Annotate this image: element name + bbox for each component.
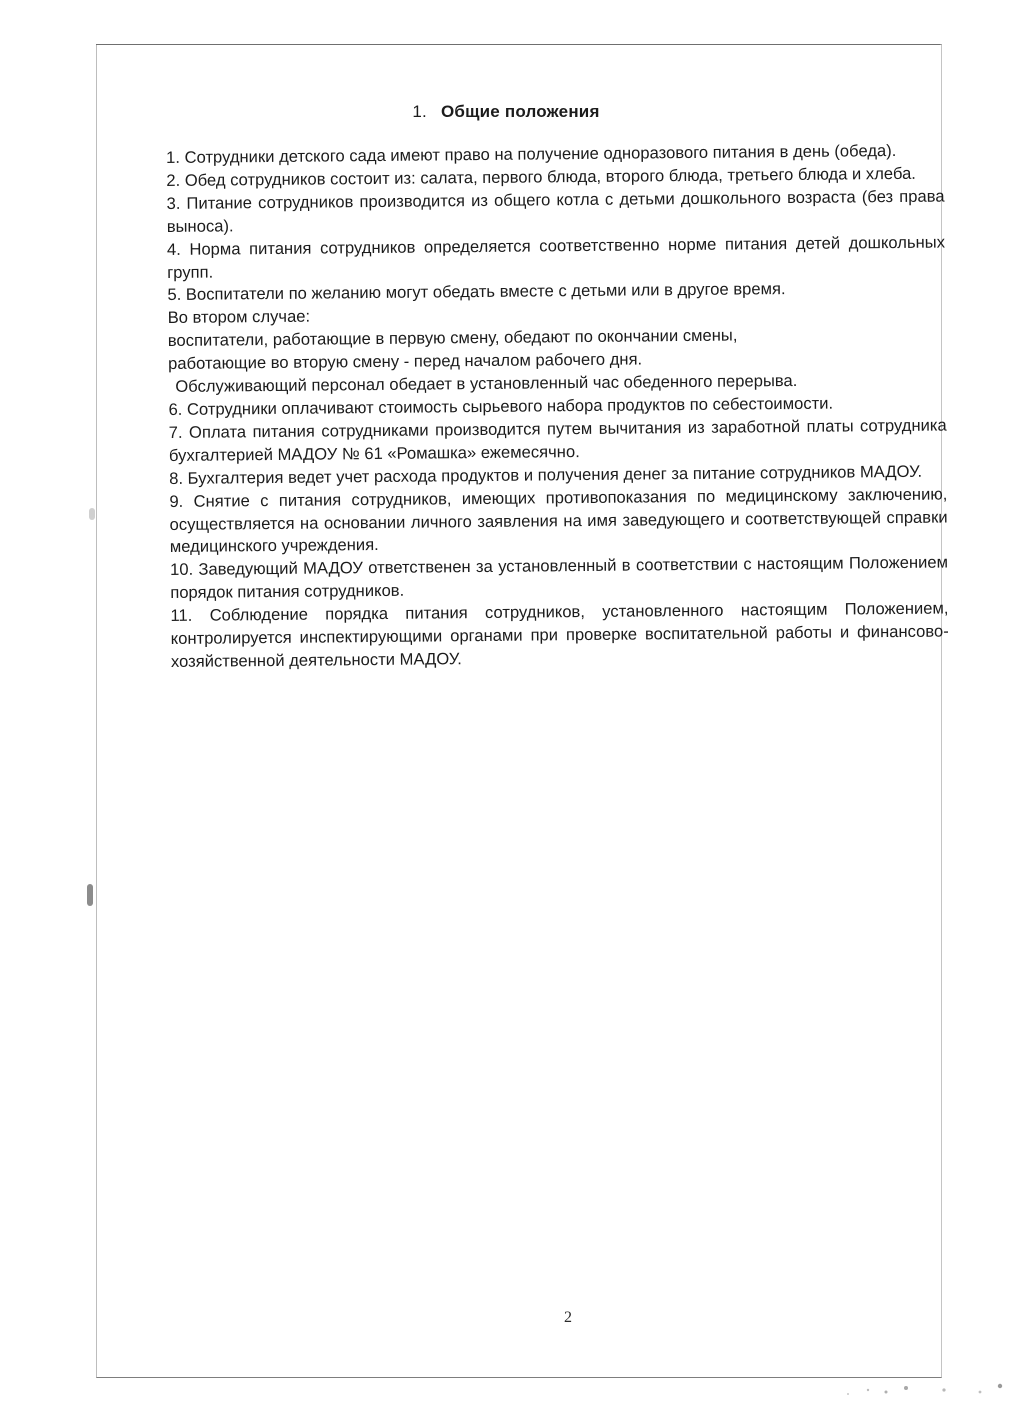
paragraph: 6. Сотрудники оплачивают стоимость сырьевого набора продуктов по себестоимости. [168, 393, 834, 419]
paragraph: 1. Сотрудники детского сада имеют право на получение одноразового питания в день (обеда). [166, 140, 897, 167]
paragraph: Во втором случае: [167, 306, 311, 328]
paragraph: 4. Норма питания сотрудников определяется соответственно норме питания детей дошкольных групп. [166, 232, 946, 282]
section-heading-title: Общие положения [440, 102, 600, 121]
scan-top-edge [96, 44, 940, 45]
document-body [166, 140, 949, 674]
scan-specks [840, 1378, 1012, 1403]
paragraph: Обслуживающий персонал обедает в установленный час обеденного перерыва. [175, 371, 798, 396]
paragraph: 2. Обед сотрудников состоит из: салата, первого блюда, второго блюда, третьего блюда и хлеба. [166, 163, 916, 190]
paragraph: 10. Заведующий МАДОУ ответственен за установленный в соответствии с настоящим Положением порядок питания сотрудников. [169, 552, 949, 603]
section-heading-number: 1. [412, 102, 427, 121]
paragraph: 11. Соблюдение порядка питания сотрудников, установленного настоящим Положением, контролируется инспектирующими органами при проверке воспитательной работы и финансово-хозяйственной деятельности МАДОУ. [170, 598, 949, 671]
paragraph: воспитатели, работающие в первую смену, обедают по окончании смены, [167, 325, 738, 351]
punch-hole-mark [87, 884, 93, 906]
punch-hole-mark [89, 508, 95, 520]
paragraph: работающие во вторую смену - перед началом рабочего дня. [167, 349, 643, 374]
page-number: 2 [564, 1309, 572, 1326]
paragraph: 3. Питание сотрудников производится из общего котла с детьми дошкольного возраста (без права выноса). [166, 186, 945, 236]
section-heading [0, 102, 1012, 122]
paragraph: 8. Бухгалтерия ведет учет расхода продуктов и получения денег за питание сотрудников МАДОУ. [169, 461, 923, 488]
paragraph: 5. Воспитатели по желанию могут обедать вместе с детьми или в другое время. [167, 279, 786, 305]
paragraph: 7. Оплата питания сотрудниками производится путем вычитания из заработной платы сотрудника бухгалтерией МАДОУ № 61 «Ромашка» ежемесячно. [168, 415, 947, 465]
paragraph: 9. Снятие с питания сотрудников, имеющих противопоказания по медицинскому заключению, осуществляется на основании личного заявления на имя заведующего и соответствующей справки медицинского учреждения. [169, 484, 948, 557]
